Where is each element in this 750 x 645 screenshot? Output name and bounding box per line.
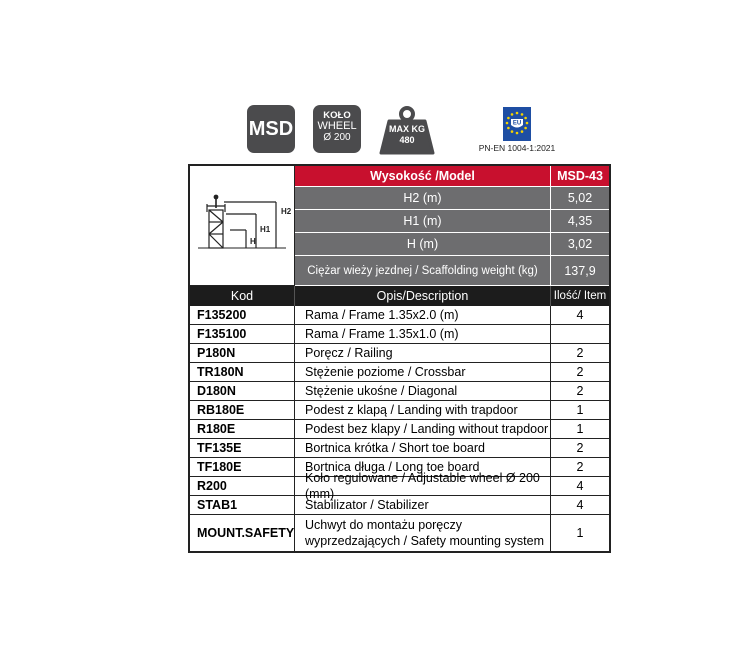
item-code: TF135E <box>190 439 295 458</box>
table-row <box>190 515 609 551</box>
diagram-label-h: H <box>250 237 256 246</box>
spec-row <box>190 233 609 256</box>
item-quantity: 1 <box>551 401 609 420</box>
spec-row <box>190 187 609 210</box>
spec-value: 4,35 <box>551 210 609 233</box>
spec-table <box>188 164 611 553</box>
spec-row <box>190 256 609 286</box>
item-code: STAB1 <box>190 496 295 515</box>
weight-badge-line1: MAX KG <box>389 124 425 134</box>
table-row <box>190 382 609 401</box>
spec-header-label: Wysokość /Model <box>295 166 551 187</box>
item-description: Bortnica długa / Long toe board <box>295 458 551 477</box>
table-row <box>190 363 609 382</box>
item-code: P180N <box>190 344 295 363</box>
wheel-badge-line1: KOŁO <box>323 110 351 121</box>
item-description: Rama / Frame 1.35x1.0 (m) <box>295 325 551 344</box>
spec-value: 3,02 <box>551 233 609 256</box>
item-quantity: 4 <box>551 477 609 496</box>
item-quantity: 1 <box>576 526 584 540</box>
eu-certification <box>467 107 567 155</box>
item-code: D180N <box>190 382 295 401</box>
msd-badge: MSD <box>247 105 295 153</box>
spec-row <box>190 210 609 233</box>
item-quantity: 2 <box>551 344 609 363</box>
diagram-label-h1: H1 <box>260 225 271 234</box>
item-code: TR180N <box>190 363 295 382</box>
item-quantity: 4 <box>551 306 609 325</box>
item-description: Podest z klapą / Landing with trapdoor <box>295 401 551 420</box>
spec-label: H1 (m) <box>295 210 551 233</box>
item-quantity: 2 <box>551 382 609 401</box>
spec-header-row <box>190 166 609 187</box>
spec-label: H (m) <box>295 233 551 256</box>
eu-flag-icon <box>503 107 531 141</box>
item-code: R200 <box>190 477 295 496</box>
spec-header-value: MSD-43 <box>551 166 609 187</box>
item-description: Poręcz / Railing <box>295 344 551 363</box>
table-row <box>190 325 609 344</box>
eu-standard-code: PN-EN 1004-1:2021 <box>478 143 556 153</box>
spec-label: Ciężar wieży jezdnej / Scaffolding weight (kg) <box>295 256 551 286</box>
item-code: MOUNT.SAFETY <box>190 515 295 551</box>
wheel-badge-line3: Ø 200 <box>323 132 351 143</box>
table-row <box>190 439 609 458</box>
item-code: F135100 <box>190 325 295 344</box>
item-quantity <box>551 325 609 344</box>
table-row <box>190 420 609 439</box>
item-code: RB180E <box>190 401 295 420</box>
item-description: Podest bez klapy / Landing without trapdoor <box>295 420 551 439</box>
weight-badge <box>379 105 435 155</box>
wheel-badge-line2: WHEEL <box>317 120 357 132</box>
item-description: Uchwyt do montażu poręczy wyprzedzających / Safety mounting system <box>295 515 551 551</box>
item-description: Stężenie ukośne / Diagonal <box>295 382 551 401</box>
column-header-description: Opis/Description <box>295 286 551 306</box>
spec-value: 137,9 <box>551 256 609 286</box>
table-row <box>190 306 609 325</box>
item-description: Rama / Frame 1.35x2.0 (m) <box>295 306 551 325</box>
weight-badge-line2: 480 <box>399 135 415 145</box>
table-row <box>190 401 609 420</box>
diagram-label-h2: H2 <box>281 207 292 216</box>
item-quantity: 2 <box>551 363 609 382</box>
item-quantity: 4 <box>551 496 609 515</box>
spec-value: 5,02 <box>551 187 609 210</box>
item-code: R180E <box>190 420 295 439</box>
wheel-badge <box>313 105 361 153</box>
table-row <box>190 471 609 501</box>
item-quantity: 2 <box>551 458 609 477</box>
column-header-code: Kod <box>190 286 295 306</box>
table-row <box>190 496 609 515</box>
item-code: F135200 <box>190 306 295 325</box>
item-code: TF180E <box>190 458 295 477</box>
column-header-qty: Ilość/ Item <box>551 286 609 306</box>
item-description: Stężenie poziome / Crossbar <box>295 363 551 382</box>
column-header-row <box>190 286 609 306</box>
item-description: Koło regulowane / Adjustable wheel Ø 200 (mm) <box>295 477 551 496</box>
item-quantity: 2 <box>551 439 609 458</box>
item-description: Stabilizator / Stabilizer <box>295 496 551 515</box>
eu-flag-text: EU <box>512 120 522 127</box>
spec-label: H2 (m) <box>295 187 551 210</box>
table-row <box>190 344 609 363</box>
item-description: Bortnica krótka / Short toe board <box>295 439 551 458</box>
item-quantity: 1 <box>551 420 609 439</box>
